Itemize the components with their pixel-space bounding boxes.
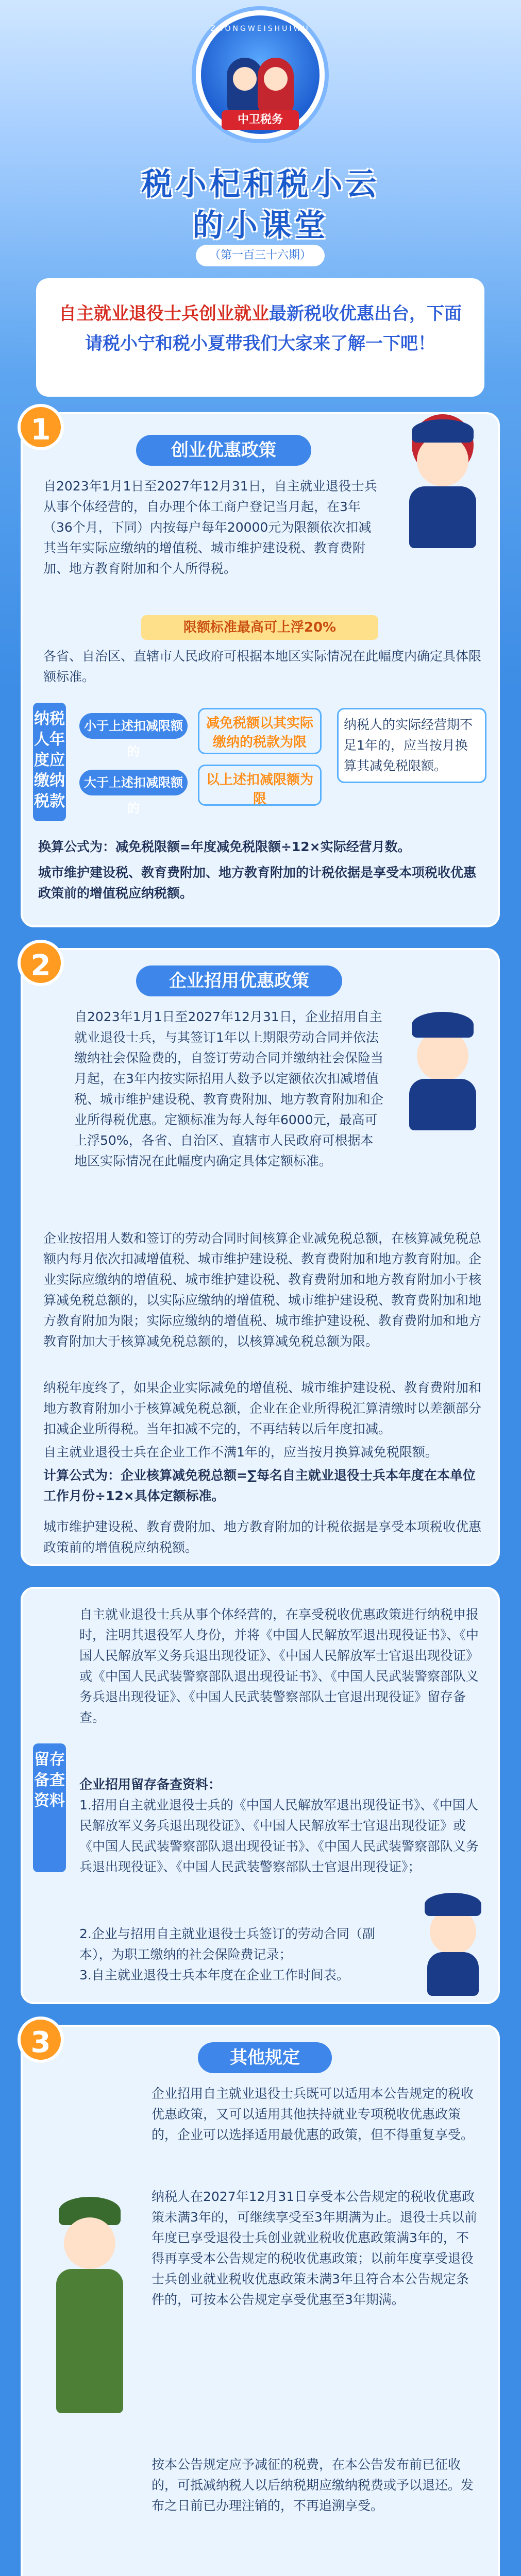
page-title-line1: 税小杞和税小云	[141, 166, 380, 202]
section2-paragraph4: 自主就业退役士兵在企业工作不满1年的，应当按月换算减免税限额。	[43, 1445, 438, 1460]
logo-ring-text: ZHONGWEISHUIWU	[210, 25, 310, 33]
tax-officer-girl-icon	[394, 419, 492, 548]
section3-paragraph3: 按本公告规定应予减征的税费，在本公告发布前已征收的，可抵减纳税人以后纳税期应缴纳税费或予以退还。发布之日前已办理注销的，不再追溯享受。	[152, 2457, 474, 2513]
intro-highlight: 自主就业退役士兵创业就业	[59, 303, 269, 324]
section-number-badge: 1	[18, 404, 64, 450]
section1-paragraph2: 各省、自治区、直辖市人民政府可根据本地区实际情况在此幅度内确定具体限额标准。	[43, 649, 482, 684]
mascot-girl-icon	[258, 58, 294, 114]
section-other-rules	[21, 2025, 500, 2576]
section2-paragraph2: 企业按招用人数和签订的劳动合同时间核算企业减免税总额，在核算减免税总额内每月依次扣减增值税、城市维护建设税、教育费附加和地方教育附加。企业实际应缴纳的增值税、城市维护建设税、教育费附加和地方教育附加小于核算减免税总额的，以实际应缴纳的增值税、城市维护建设税、教育费附加和地方教育附加为限；实际应缴纳的增值税、城市维护建设税、教育费附加和地方教育附加大于核算减免税总额的，以核算减免税总额为限。	[43, 1231, 482, 1349]
less-than-limit-pill: 小于上述扣减限额的	[79, 713, 188, 739]
retention-item1: 1.招用自主就业退役士兵的《中国人民解放军退出现役证书》、《中国人民解放军义务兵退出现役证》、《中国人民解放军士官退出现役证》或《中国人民武装警察部队退出现役证书》、《中国人民武装警察部队义务兵退出现役证》、《中国人民武装警察部队士官退出现役证》；	[79, 1798, 479, 1874]
intro-card	[36, 278, 484, 397]
retention-subtitle: 企业招用留存备查资料：	[79, 1777, 222, 1792]
monthly-conversion-note: 纳税人的实际经营期不足1年的，应当按月换算其减免税限额。	[337, 708, 486, 783]
tax-due-tag: 纳税人年度应缴纳税款	[33, 703, 66, 821]
header	[0, 0, 521, 289]
section2-paragraph1: 自2023年1月1日至2027年12月31日，企业招用自主就业退役士兵，与其签订1年以上期限劳动合同并依法缴纳社会保险费的，自签订劳动合同并缴纳社会保险当月起，在3年内按实际招用人数予以定额依次扣减增值税、城市维护建设税、教育费附加、地方教育附加和企业所得税优惠。定额标准为每人每年6000元，最高可上浮50%，各省、自治区、直辖市人民政府可根据本地区实际情况在此幅度内确定具体定额标准。	[74, 1009, 384, 1168]
section1-note: 城市维护建设税、教育费附加、地方教育附加的计税依据是享受本项税收优惠政策前的增值税应纳税额。	[38, 865, 477, 901]
more-than-limit-pill: 大于上述扣减限额的	[79, 770, 188, 795]
section3-paragraph1: 企业招用自主就业退役士兵既可以适用本公告规定的税收优惠政策，又可以适用其他扶持就业专项税收优惠政策的，企业可以选择适用最优惠的政策，但不得重复享受。	[152, 2086, 474, 2142]
section-number-badge: 3	[18, 2016, 64, 2063]
section1-formula: 换算公式为：减免税限额=年度减免税限额÷12×实际经营月数。	[38, 839, 411, 854]
retention-tag: 留存备查资料	[33, 1743, 66, 1872]
mascot-icon	[414, 1893, 492, 1996]
intro-text: 最新税收优惠出台，下面请税小宁和税小夏带我们大家来了解一下吧！	[85, 303, 462, 354]
section1-paragraph1: 自2023年1月1日至2027年12月31日，自主就业退役士兵从事个体经营的，自办理个体工商户登记当月起，在3年（36个月，下同）内按每户每年20000元为限额依次扣减其当年实际应缴纳的增值税、城市维护建设税、教育费附加、地方教育附加和个人所得税。	[43, 479, 377, 576]
tax-officer-boy-icon	[394, 1012, 492, 1130]
section-title: 企业招用优惠政策	[136, 965, 342, 996]
section-startup-policy	[21, 412, 500, 927]
deduction-limit-box: 以上述扣减限额为限	[198, 765, 322, 806]
section-hiring-policy	[21, 948, 500, 1566]
retention-item2: 2.企业与招用自主就业退役士兵签订的劳动合同（副本），为职工缴纳的社会保险费记录；	[79, 1926, 375, 1962]
section-retention-docs	[21, 1587, 500, 2004]
issue-number: （第一百三十六期）	[196, 245, 325, 266]
zhongwei-tax-logo	[196, 10, 325, 139]
section2-note: 城市维护建设税、教育费附加、地方教育附加的计税依据是享受本项税收优惠政策前的增值税应纳税额。	[43, 1519, 482, 1555]
soldier-icon	[43, 2197, 136, 2413]
retention-paragraph1: 自主就业退役士兵从事个体经营的，在享受税收优惠政策进行纳税申报时，注明其退役军人身份，并将《中国人民解放军退出现役证书》、《中国人民解放军义务兵退出现役证》、《中国人民解放军士官退出现役证》或《中国人民武装警察部队退出现役证书》、《中国人民武装警察部队义务兵退出现役证》、《中国人民武装警察部队士官退出现役证》留存备查。	[79, 1607, 479, 1725]
page-title-line2: 的小课堂	[192, 208, 329, 244]
section-title: 创业优惠政策	[136, 435, 311, 466]
section3-paragraph2: 纳税人在2027年12月31日享受本公告规定的税收优惠政策未满3年的，可继续享受至3年期满为止。退役士兵以前年度已享受退役士兵创业就业税收优惠政策满3年的，不得再享受本公告规定的税收优惠政策；以前年度享受退役士兵创业就业税收优惠政策未满3年且符合本公告规定条件的，可按本公告规定享受优惠至3年期满。	[152, 2189, 477, 2307]
limit-cap-highlight: 限额标准最高可上浮20%	[141, 615, 378, 640]
actual-tax-limit-box: 减免税额以其实际缴纳的税款为限	[198, 708, 322, 754]
logo-banner: 中卫税务	[222, 110, 299, 130]
section-number-badge: 2	[18, 940, 64, 986]
section2-paragraph3: 纳税年度终了，如果企业实际减免的增值税、城市维护建设税、教育费附加和地方教育附加小于核算减免税总额，企业在企业所得税汇算清缴时以差额部分扣减企业所得税。当年扣减不完的，不再结转以后年度扣减。	[43, 1380, 482, 1436]
section-title: 其他规定	[198, 2042, 332, 2073]
retention-item3: 3.自主就业退役士兵本年度在企业工作时间表。	[79, 1968, 349, 1982]
section2-formula: 计算公式为：企业核算减免税总额=∑每名自主就业退役士兵本年度在本单位工作月份÷12×具体定额标准。	[43, 1468, 476, 1503]
